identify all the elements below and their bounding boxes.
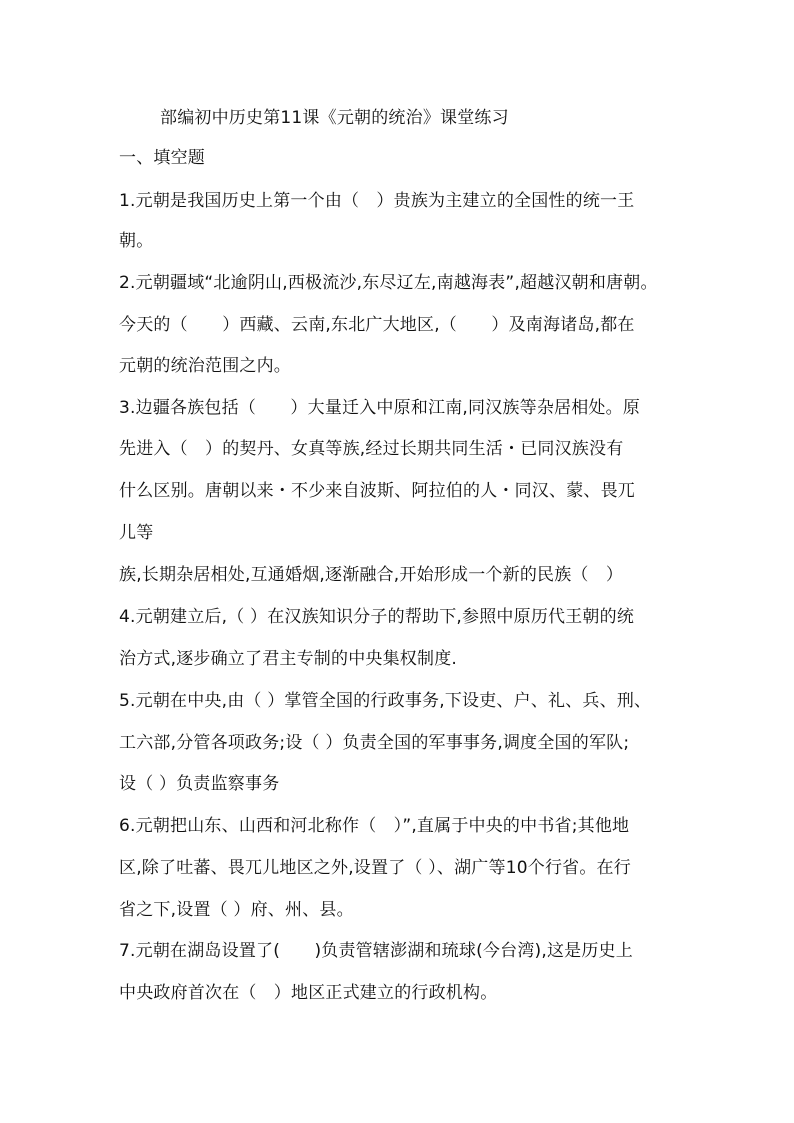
- question-line-19: 7.元朝在湖岛设置了( )负责管辖澎湖和琉球(今台湾),这是历史上: [119, 941, 633, 961]
- question-line-1: 1.元朝是我国历史上第一个由（ ）贵族为主建立的全国性的统一王: [119, 191, 635, 211]
- question-line-16: 6.元朝把山东、山西和河北称作（ ）”,直属于中央的中书省;其他地: [119, 816, 630, 836]
- document-title: 部编初中历史第11课《元朝的统治》课堂练习: [160, 108, 509, 128]
- question-line-17: 区,除了吐蕃、畏兀儿地区之外,设置了（ ）、湖广等10个行省。在行: [119, 858, 631, 878]
- question-line-4: 今天的（ ）西藏、云南,东北广大地区,（ ）及南海诸岛,都在: [119, 315, 635, 335]
- question-line-5: 元朝的统治范围之内。: [119, 356, 291, 376]
- question-line-6: 3.边疆各族包括（ ）大量迁入中原和江南,同汉族等杂居相处。原: [119, 398, 641, 418]
- question-line-15: 设（ ）负责监察事务: [119, 774, 280, 794]
- question-line-20: 中央政府首次在（ ）地区正式建立的行政机构。: [119, 983, 498, 1003]
- question-line-7: 先进入（ ）的契丹、女真等族,经过长期共同生活・已同汉族没有: [119, 439, 624, 459]
- question-line-2: 朝。: [119, 231, 154, 251]
- question-line-9: 儿等: [119, 523, 154, 543]
- question-line-10: 族,长期杂居相处,互通婚烟,逐渐融合,开始形成一个新的民族（ ）: [119, 565, 624, 585]
- question-line-11: 4.元朝建立后,（ ）在汉族知识分子的帮助下,参照中原历代王朝的统: [119, 607, 635, 627]
- question-line-8: 什么区别。唐朝以来・不少来自波斯、阿拉伯的人・同汉、蒙、畏兀: [119, 481, 635, 501]
- question-line-12: 治方式,逐步确立了君主专制的中央集权制度.: [119, 649, 458, 669]
- question-line-3: 2.元朝疆域“北逾阴山,西极流沙,东尽辽左,南越海表”,超越汉朝和唐朝。: [119, 273, 658, 293]
- question-line-14: 工六部,分管各项政务;设（ ）负责全国的军事事务,调度全国的军队;: [119, 733, 630, 753]
- question-line-13: 5.元朝在中央,由（ ）掌管全国的行政事务,下设吏、户、礼、兵、刑、: [119, 691, 652, 711]
- section-heading: 一、填空题: [119, 148, 205, 168]
- question-line-18: 省之下,设置（ ）府、州、县。: [119, 900, 354, 920]
